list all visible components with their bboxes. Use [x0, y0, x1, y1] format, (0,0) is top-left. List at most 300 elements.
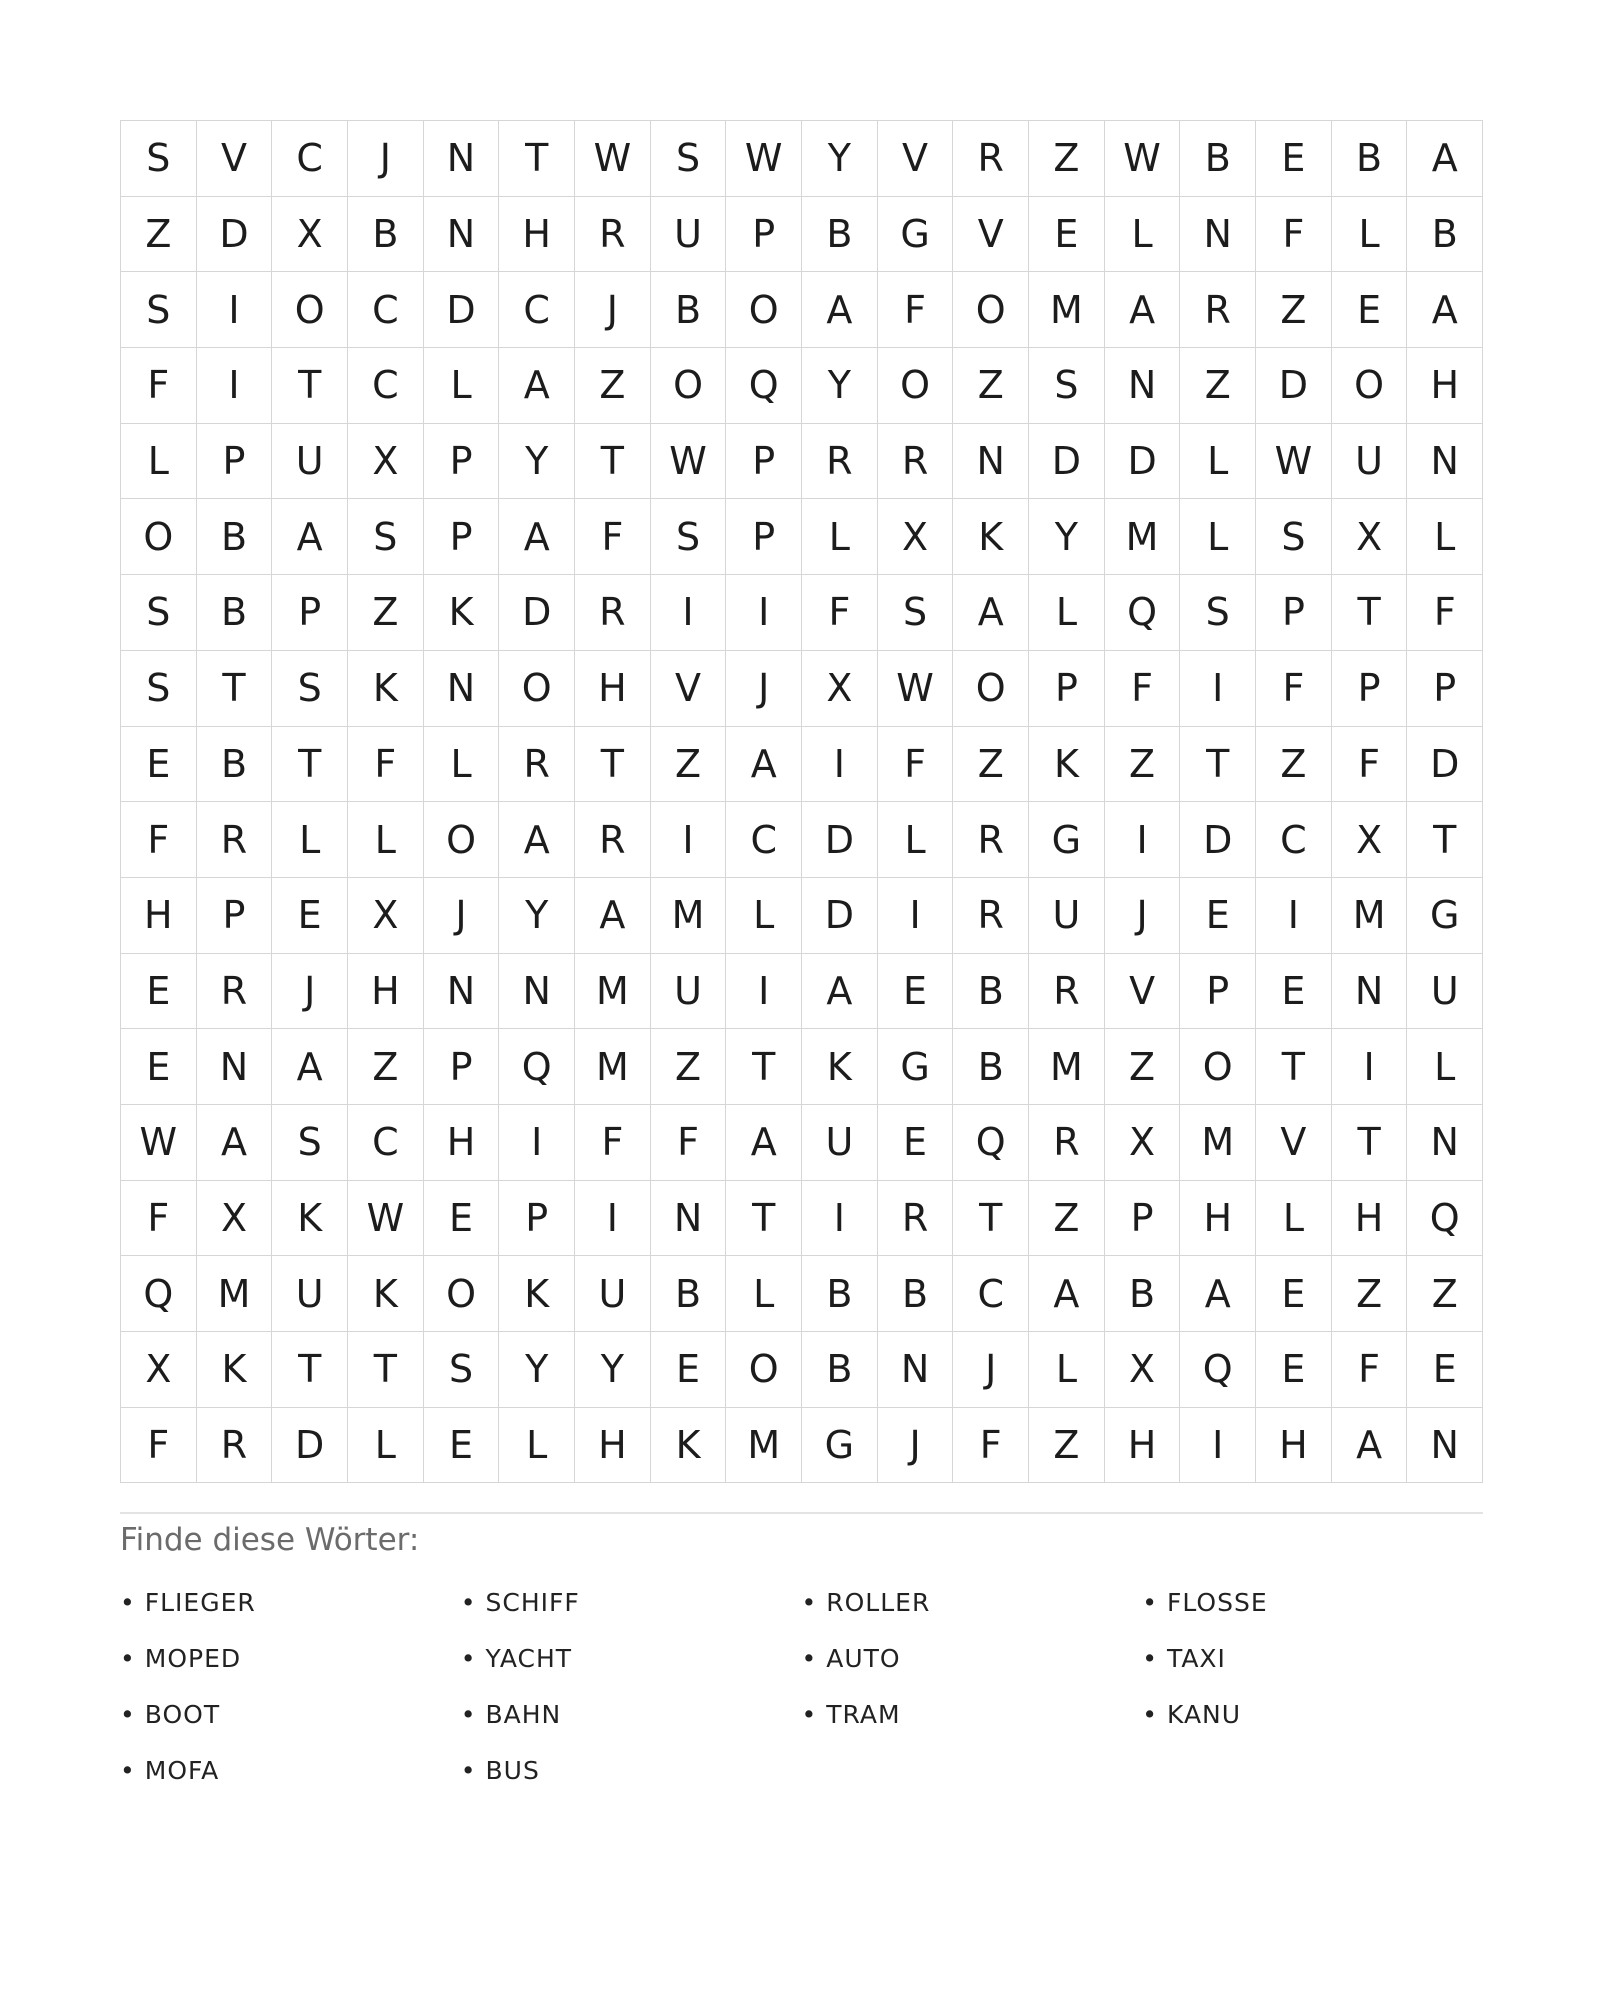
grid-cell[interactable]: O [272, 272, 348, 348]
grid-cell[interactable]: W [726, 121, 802, 197]
grid-cell[interactable]: B [197, 575, 273, 651]
grid-cell[interactable]: M [1180, 1105, 1256, 1181]
grid-cell[interactable]: B [1407, 197, 1483, 273]
grid-cell[interactable]: I [197, 348, 273, 424]
grid-cell[interactable]: Q [499, 1029, 575, 1105]
grid-cell[interactable]: C [953, 1256, 1029, 1332]
grid-cell[interactable]: D [802, 878, 878, 954]
grid-cell[interactable]: F [121, 1408, 197, 1484]
grid-cell[interactable]: O [878, 348, 954, 424]
grid-cell[interactable]: U [802, 1105, 878, 1181]
grid-cell[interactable]: T [197, 651, 273, 727]
grid-cell[interactable]: T [272, 1332, 348, 1408]
grid-cell[interactable]: S [121, 121, 197, 197]
grid-cell[interactable]: M [726, 1408, 802, 1484]
grid-cell[interactable]: N [1180, 197, 1256, 273]
grid-cell[interactable]: Y [499, 424, 575, 500]
grid-cell[interactable]: F [802, 575, 878, 651]
grid-cell[interactable]: B [878, 1256, 954, 1332]
grid-cell[interactable]: B [651, 1256, 727, 1332]
grid-cell[interactable]: U [651, 954, 727, 1030]
grid-cell[interactable]: K [499, 1256, 575, 1332]
grid-cell[interactable]: K [802, 1029, 878, 1105]
grid-cell[interactable]: P [1105, 1181, 1181, 1257]
grid-cell[interactable]: G [878, 1029, 954, 1105]
grid-cell[interactable]: K [953, 499, 1029, 575]
grid-cell[interactable]: S [878, 575, 954, 651]
grid-cell[interactable]: Y [1029, 499, 1105, 575]
grid-cell[interactable]: D [1105, 424, 1181, 500]
grid-cell[interactable]: M [197, 1256, 273, 1332]
grid-cell[interactable]: I [1332, 1029, 1408, 1105]
grid-cell[interactable]: B [802, 197, 878, 273]
grid-cell[interactable]: F [1256, 651, 1332, 727]
grid-cell[interactable]: F [121, 802, 197, 878]
grid-cell[interactable]: S [651, 121, 727, 197]
grid-cell[interactable]: L [1407, 499, 1483, 575]
grid-cell[interactable]: T [1332, 1105, 1408, 1181]
grid-cell[interactable]: Z [348, 1029, 424, 1105]
grid-cell[interactable]: S [424, 1332, 500, 1408]
grid-cell[interactable]: P [1407, 651, 1483, 727]
grid-cell[interactable]: B [802, 1332, 878, 1408]
grid-cell[interactable]: F [1256, 197, 1332, 273]
grid-cell[interactable]: C [348, 348, 424, 424]
grid-cell[interactable]: D [802, 802, 878, 878]
grid-cell[interactable]: B [953, 954, 1029, 1030]
grid-cell[interactable]: H [575, 651, 651, 727]
grid-cell[interactable]: F [121, 348, 197, 424]
grid-cell[interactable]: U [651, 197, 727, 273]
grid-cell[interactable]: Z [1105, 1029, 1181, 1105]
grid-cell[interactable]: N [878, 1332, 954, 1408]
grid-cell[interactable]: B [197, 499, 273, 575]
grid-cell[interactable]: A [802, 272, 878, 348]
grid-cell[interactable]: N [424, 121, 500, 197]
grid-cell[interactable]: E [121, 727, 197, 803]
grid-cell[interactable]: T [1407, 802, 1483, 878]
grid-cell[interactable]: X [348, 878, 424, 954]
grid-cell[interactable]: G [1029, 802, 1105, 878]
grid-cell[interactable]: R [575, 197, 651, 273]
grid-cell[interactable]: T [348, 1332, 424, 1408]
grid-cell[interactable]: F [878, 272, 954, 348]
grid-cell[interactable]: T [726, 1181, 802, 1257]
grid-cell[interactable]: R [575, 802, 651, 878]
grid-cell[interactable]: L [802, 499, 878, 575]
grid-cell[interactable]: A [953, 575, 1029, 651]
grid-cell[interactable]: J [424, 878, 500, 954]
grid-cell[interactable]: D [272, 1408, 348, 1484]
grid-cell[interactable]: U [575, 1256, 651, 1332]
grid-cell[interactable]: R [499, 727, 575, 803]
grid-cell[interactable]: W [121, 1105, 197, 1181]
grid-cell[interactable]: D [499, 575, 575, 651]
grid-cell[interactable]: P [726, 499, 802, 575]
grid-cell[interactable]: E [878, 1105, 954, 1181]
grid-cell[interactable]: T [1180, 727, 1256, 803]
grid-cell[interactable]: I [726, 575, 802, 651]
grid-cell[interactable]: T [726, 1029, 802, 1105]
grid-cell[interactable]: E [424, 1181, 500, 1257]
grid-cell[interactable]: K [197, 1332, 273, 1408]
grid-cell[interactable]: I [1256, 878, 1332, 954]
grid-cell[interactable]: J [272, 954, 348, 1030]
grid-cell[interactable]: F [575, 499, 651, 575]
grid-cell[interactable]: M [1105, 499, 1181, 575]
grid-cell[interactable]: B [197, 727, 273, 803]
grid-cell[interactable]: A [575, 878, 651, 954]
grid-cell[interactable]: E [1332, 272, 1408, 348]
grid-cell[interactable]: I [651, 575, 727, 651]
grid-cell[interactable]: S [272, 1105, 348, 1181]
grid-cell[interactable]: D [1256, 348, 1332, 424]
grid-cell[interactable]: R [878, 1181, 954, 1257]
grid-cell[interactable]: A [499, 499, 575, 575]
grid-cell[interactable]: F [878, 727, 954, 803]
grid-cell[interactable]: P [424, 424, 500, 500]
grid-cell[interactable]: U [272, 1256, 348, 1332]
grid-cell[interactable]: X [1105, 1105, 1181, 1181]
grid-cell[interactable]: L [1180, 424, 1256, 500]
grid-cell[interactable]: Z [1180, 348, 1256, 424]
grid-cell[interactable]: O [121, 499, 197, 575]
grid-cell[interactable]: A [272, 1029, 348, 1105]
grid-cell[interactable]: Z [575, 348, 651, 424]
grid-cell[interactable]: X [272, 197, 348, 273]
grid-cell[interactable]: F [575, 1105, 651, 1181]
grid-cell[interactable]: L [272, 802, 348, 878]
grid-cell[interactable]: R [802, 424, 878, 500]
grid-cell[interactable]: E [651, 1332, 727, 1408]
grid-cell[interactable]: V [197, 121, 273, 197]
grid-cell[interactable]: X [1332, 802, 1408, 878]
grid-cell[interactable]: L [1180, 499, 1256, 575]
grid-cell[interactable]: B [802, 1256, 878, 1332]
grid-cell[interactable]: Z [1105, 727, 1181, 803]
grid-cell[interactable]: P [1332, 651, 1408, 727]
grid-cell[interactable]: T [1256, 1029, 1332, 1105]
grid-cell[interactable]: K [651, 1408, 727, 1484]
grid-cell[interactable]: W [348, 1181, 424, 1257]
grid-cell[interactable]: U [1332, 424, 1408, 500]
grid-cell[interactable]: B [1332, 121, 1408, 197]
grid-cell[interactable]: N [424, 954, 500, 1030]
grid-cell[interactable]: Y [575, 1332, 651, 1408]
grid-cell[interactable]: K [424, 575, 500, 651]
grid-cell[interactable]: N [1332, 954, 1408, 1030]
grid-cell[interactable]: H [575, 1408, 651, 1484]
grid-cell[interactable]: T [272, 727, 348, 803]
grid-cell[interactable]: F [1407, 575, 1483, 651]
grid-cell[interactable]: A [499, 348, 575, 424]
grid-cell[interactable]: S [1180, 575, 1256, 651]
grid-cell[interactable]: P [424, 499, 500, 575]
grid-cell[interactable]: T [272, 348, 348, 424]
grid-cell[interactable]: K [1029, 727, 1105, 803]
grid-cell[interactable]: I [197, 272, 273, 348]
grid-cell[interactable]: B [651, 272, 727, 348]
grid-cell[interactable]: J [953, 1332, 1029, 1408]
grid-cell[interactable]: F [121, 1181, 197, 1257]
grid-cell[interactable]: P [1180, 954, 1256, 1030]
grid-cell[interactable]: S [1029, 348, 1105, 424]
grid-cell[interactable]: Q [726, 348, 802, 424]
grid-cell[interactable]: F [1332, 1332, 1408, 1408]
grid-cell[interactable]: X [1332, 499, 1408, 575]
grid-cell[interactable]: Z [953, 727, 1029, 803]
grid-cell[interactable]: R [1180, 272, 1256, 348]
grid-cell[interactable]: Z [121, 197, 197, 273]
grid-cell[interactable]: P [424, 1029, 500, 1105]
grid-cell[interactable]: L [1029, 1332, 1105, 1408]
grid-cell[interactable]: A [1180, 1256, 1256, 1332]
grid-cell[interactable]: M [575, 954, 651, 1030]
grid-cell[interactable]: I [878, 878, 954, 954]
grid-cell[interactable]: H [1256, 1408, 1332, 1484]
grid-cell[interactable]: N [1407, 424, 1483, 500]
grid-cell[interactable]: T [1332, 575, 1408, 651]
grid-cell[interactable]: X [348, 424, 424, 500]
grid-cell[interactable]: V [1105, 954, 1181, 1030]
grid-cell[interactable]: I [651, 802, 727, 878]
grid-cell[interactable]: I [1105, 802, 1181, 878]
grid-cell[interactable]: Z [1332, 1256, 1408, 1332]
grid-cell[interactable]: A [272, 499, 348, 575]
grid-cell[interactable]: Q [953, 1105, 1029, 1181]
grid-cell[interactable]: E [272, 878, 348, 954]
grid-cell[interactable]: L [424, 727, 500, 803]
grid-cell[interactable]: R [1029, 954, 1105, 1030]
grid-cell[interactable]: L [121, 424, 197, 500]
grid-cell[interactable]: E [1256, 954, 1332, 1030]
grid-cell[interactable]: B [1180, 121, 1256, 197]
grid-cell[interactable]: E [1256, 1256, 1332, 1332]
grid-cell[interactable]: I [499, 1105, 575, 1181]
grid-cell[interactable]: U [1029, 878, 1105, 954]
grid-cell[interactable]: T [575, 727, 651, 803]
grid-cell[interactable]: L [726, 1256, 802, 1332]
grid-cell[interactable]: G [878, 197, 954, 273]
grid-cell[interactable]: O [424, 802, 500, 878]
grid-cell[interactable]: H [1180, 1181, 1256, 1257]
grid-cell[interactable]: A [1407, 121, 1483, 197]
grid-cell[interactable]: X [878, 499, 954, 575]
grid-cell[interactable]: V [1256, 1105, 1332, 1181]
grid-cell[interactable]: Z [651, 1029, 727, 1105]
grid-cell[interactable]: H [499, 197, 575, 273]
grid-cell[interactable]: J [348, 121, 424, 197]
grid-cell[interactable]: J [726, 651, 802, 727]
grid-cell[interactable]: O [726, 272, 802, 348]
grid-cell[interactable]: X [802, 651, 878, 727]
grid-cell[interactable]: W [1105, 121, 1181, 197]
grid-cell[interactable]: U [272, 424, 348, 500]
grid-cell[interactable]: D [1407, 727, 1483, 803]
grid-cell[interactable]: R [575, 575, 651, 651]
grid-cell[interactable]: Z [1407, 1256, 1483, 1332]
grid-cell[interactable]: E [121, 954, 197, 1030]
grid-cell[interactable]: O [953, 272, 1029, 348]
grid-cell[interactable]: G [1407, 878, 1483, 954]
grid-cell[interactable]: I [802, 1181, 878, 1257]
grid-cell[interactable]: L [348, 802, 424, 878]
grid-cell[interactable]: M [1332, 878, 1408, 954]
grid-cell[interactable]: E [1256, 1332, 1332, 1408]
grid-cell[interactable]: P [726, 424, 802, 500]
grid-cell[interactable]: P [197, 424, 273, 500]
grid-cell[interactable]: L [1332, 197, 1408, 273]
grid-cell[interactable]: M [651, 878, 727, 954]
grid-cell[interactable]: J [1105, 878, 1181, 954]
grid-cell[interactable]: F [651, 1105, 727, 1181]
grid-cell[interactable]: F [1332, 727, 1408, 803]
grid-cell[interactable]: N [424, 197, 500, 273]
grid-cell[interactable]: R [953, 802, 1029, 878]
grid-cell[interactable]: R [197, 954, 273, 1030]
grid-cell[interactable]: J [878, 1408, 954, 1484]
grid-cell[interactable]: Z [1256, 727, 1332, 803]
grid-cell[interactable]: S [272, 651, 348, 727]
grid-cell[interactable]: O [651, 348, 727, 424]
grid-cell[interactable]: P [499, 1181, 575, 1257]
grid-cell[interactable]: Q [1407, 1181, 1483, 1257]
grid-cell[interactable]: Z [1256, 272, 1332, 348]
grid-cell[interactable]: Z [348, 575, 424, 651]
grid-cell[interactable]: I [802, 727, 878, 803]
grid-cell[interactable]: A [1105, 272, 1181, 348]
grid-cell[interactable]: K [348, 651, 424, 727]
grid-cell[interactable]: W [651, 424, 727, 500]
grid-cell[interactable]: B [1105, 1256, 1181, 1332]
grid-cell[interactable]: W [878, 651, 954, 727]
grid-cell[interactable]: O [1332, 348, 1408, 424]
grid-cell[interactable]: N [953, 424, 1029, 500]
grid-cell[interactable]: H [121, 878, 197, 954]
grid-cell[interactable]: F [348, 727, 424, 803]
grid-cell[interactable]: M [1029, 1029, 1105, 1105]
grid-cell[interactable]: L [1029, 575, 1105, 651]
grid-cell[interactable]: X [197, 1181, 273, 1257]
grid-cell[interactable]: C [1256, 802, 1332, 878]
grid-cell[interactable]: D [1180, 802, 1256, 878]
grid-cell[interactable]: O [1180, 1029, 1256, 1105]
grid-cell[interactable]: W [1256, 424, 1332, 500]
grid-cell[interactable]: Y [802, 121, 878, 197]
grid-cell[interactable]: L [499, 1408, 575, 1484]
grid-cell[interactable]: P [197, 878, 273, 954]
grid-cell[interactable]: O [499, 651, 575, 727]
grid-cell[interactable]: D [1029, 424, 1105, 500]
grid-cell[interactable]: L [424, 348, 500, 424]
grid-cell[interactable]: N [1105, 348, 1181, 424]
grid-cell[interactable]: Q [1105, 575, 1181, 651]
grid-cell[interactable]: H [1407, 348, 1483, 424]
grid-cell[interactable]: K [272, 1181, 348, 1257]
grid-cell[interactable]: V [651, 651, 727, 727]
grid-cell[interactable]: A [1332, 1408, 1408, 1484]
grid-cell[interactable]: N [424, 651, 500, 727]
grid-cell[interactable]: P [272, 575, 348, 651]
grid-cell[interactable]: A [726, 1105, 802, 1181]
grid-cell[interactable]: R [953, 878, 1029, 954]
grid-cell[interactable]: Y [499, 1332, 575, 1408]
grid-cell[interactable]: S [348, 499, 424, 575]
grid-cell[interactable]: E [1029, 197, 1105, 273]
grid-cell[interactable]: D [197, 197, 273, 273]
grid-cell[interactable]: W [575, 121, 651, 197]
grid-cell[interactable]: I [726, 954, 802, 1030]
grid-cell[interactable]: T [953, 1181, 1029, 1257]
grid-cell[interactable]: L [348, 1408, 424, 1484]
grid-cell[interactable]: A [1029, 1256, 1105, 1332]
grid-cell[interactable]: H [348, 954, 424, 1030]
grid-cell[interactable]: D [424, 272, 500, 348]
grid-cell[interactable]: E [878, 954, 954, 1030]
grid-cell[interactable]: O [726, 1332, 802, 1408]
grid-cell[interactable]: A [197, 1105, 273, 1181]
grid-cell[interactable]: A [726, 727, 802, 803]
grid-cell[interactable]: E [424, 1408, 500, 1484]
grid-cell[interactable]: L [878, 802, 954, 878]
grid-cell[interactable]: O [953, 651, 1029, 727]
grid-cell[interactable]: T [575, 424, 651, 500]
grid-cell[interactable]: Y [499, 878, 575, 954]
grid-cell[interactable]: B [348, 197, 424, 273]
grid-cell[interactable]: A [499, 802, 575, 878]
grid-cell[interactable]: H [424, 1105, 500, 1181]
grid-cell[interactable]: X [1105, 1332, 1181, 1408]
grid-cell[interactable]: P [1029, 651, 1105, 727]
grid-cell[interactable]: K [348, 1256, 424, 1332]
grid-cell[interactable]: H [1332, 1181, 1408, 1257]
grid-cell[interactable]: S [121, 272, 197, 348]
grid-cell[interactable]: L [1105, 197, 1181, 273]
grid-cell[interactable]: N [1407, 1408, 1483, 1484]
grid-cell[interactable]: Z [651, 727, 727, 803]
grid-cell[interactable]: M [1029, 272, 1105, 348]
grid-cell[interactable]: E [121, 1029, 197, 1105]
grid-cell[interactable]: V [878, 121, 954, 197]
grid-cell[interactable]: C [272, 121, 348, 197]
grid-cell[interactable]: O [424, 1256, 500, 1332]
grid-cell[interactable]: N [651, 1181, 727, 1257]
grid-cell[interactable]: N [499, 954, 575, 1030]
grid-cell[interactable]: R [878, 424, 954, 500]
grid-cell[interactable]: V [953, 197, 1029, 273]
grid-cell[interactable]: F [953, 1408, 1029, 1484]
grid-cell[interactable]: L [1256, 1181, 1332, 1257]
grid-cell[interactable]: I [1180, 651, 1256, 727]
grid-cell[interactable]: J [575, 272, 651, 348]
grid-cell[interactable]: Z [953, 348, 1029, 424]
grid-cell[interactable]: U [1407, 954, 1483, 1030]
grid-cell[interactable]: S [121, 651, 197, 727]
grid-cell[interactable]: A [802, 954, 878, 1030]
grid-cell[interactable]: Z [1029, 121, 1105, 197]
grid-cell[interactable]: P [726, 197, 802, 273]
grid-cell[interactable]: E [1256, 121, 1332, 197]
grid-cell[interactable]: H [1105, 1408, 1181, 1484]
grid-cell[interactable]: F [1105, 651, 1181, 727]
grid-cell[interactable]: N [1407, 1105, 1483, 1181]
grid-cell[interactable]: S [651, 499, 727, 575]
grid-cell[interactable]: B [953, 1029, 1029, 1105]
grid-cell[interactable]: X [121, 1332, 197, 1408]
grid-cell[interactable]: M [575, 1029, 651, 1105]
grid-cell[interactable]: S [1256, 499, 1332, 575]
grid-cell[interactable]: Q [1180, 1332, 1256, 1408]
